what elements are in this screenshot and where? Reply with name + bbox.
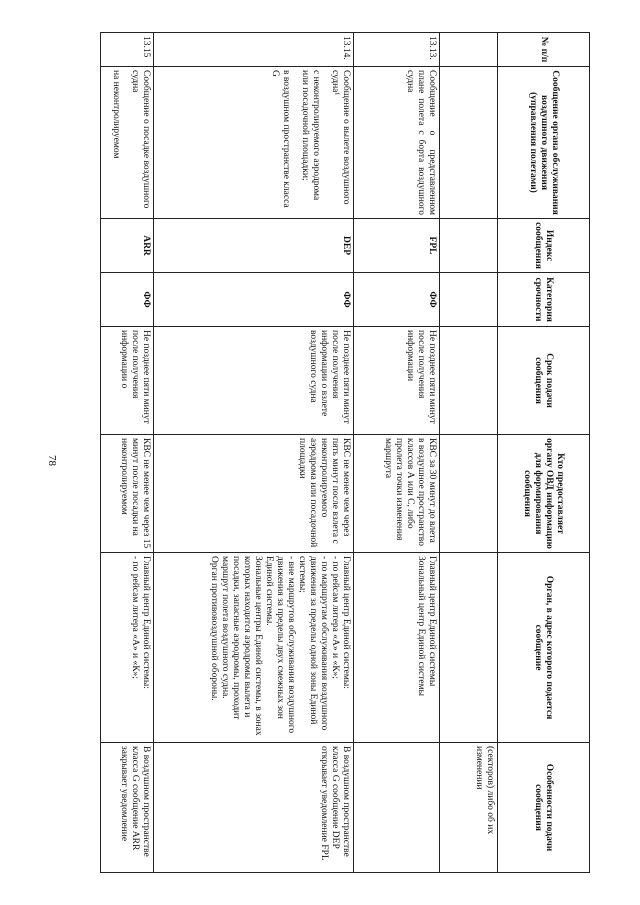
row-message: Сообщение о представленном плане полета с борта воздушного судна	[354, 67, 440, 219]
header-deadline: Срок подачи сообщения	[498, 327, 590, 435]
table-row	[101, 33, 154, 873]
row-features: В воздушном пространстве класса G сообщение DEP открывает уведомление FPL	[154, 743, 354, 873]
row-deadline: Не позднее пяти минут после получения информации о	[101, 327, 154, 435]
header-index: Индекс сообщения	[498, 219, 590, 273]
header-category: Категория срочности	[498, 273, 590, 327]
recipient-line: - вне маршрутов обслуживания воздушного движения за пределы двух смежных зон Единой системы.	[264, 556, 296, 734]
recipient-line: Зональный центр Единой системы	[416, 556, 426, 696]
header-features: Особенности подачи сообщения	[498, 743, 590, 873]
document-table	[100, 32, 590, 872]
table-row	[354, 33, 440, 873]
message-line: Сообщение о посадке воздушного судна	[130, 70, 151, 209]
row-index: FPL	[354, 219, 440, 273]
message-line: в воздушном пространстве класса G	[270, 70, 291, 208]
header-recipient: Орган, в адрес которого подается сообщение	[498, 553, 590, 743]
header-message: Сообщение органа обслуживания воздушного движения (управления полетами)	[498, 67, 590, 219]
recipient-line: - по маршрутам обслуживания воздушного движения за пределы одной зоны Единой системы;	[297, 556, 329, 731]
recipient-line: - по рейсам литера «А» и «К»;	[130, 556, 140, 679]
row-category: ФФ	[101, 273, 154, 327]
header-num: № п/п	[498, 33, 590, 67]
row-features: В воздушном пространстве класса G сообщение ARR закрывает уведомление	[101, 743, 154, 873]
message-line: Сообщение о вылете воздушного судна¹	[330, 70, 351, 205]
row-num: 13.13.	[354, 33, 440, 67]
row-provider: КВС не менее чем через пять минут после взлета с неконтролируемого аэродрома или посадочной площадки	[154, 435, 354, 553]
row-num: 13.14.	[154, 33, 354, 67]
row-recipient	[101, 553, 154, 743]
message-line: с неконтролируемого аэродрома или посадочной площадки;	[300, 70, 321, 201]
row-provider: КВС не менее чем через 15 минут после посадки на неконтролируемом	[101, 435, 154, 553]
recipient-line: - по рейсам литера «А» и «К»;	[330, 556, 340, 679]
row-provider: КВС за 30 минут до влета в воздушное пространство классов А или С, либо пролета точки изменения маршрута	[354, 435, 440, 553]
row-num: 13.15	[101, 33, 154, 67]
header-row	[498, 33, 590, 873]
row-message	[154, 67, 354, 219]
row-deadline: Не позднее пяти минут после получения информации	[354, 327, 440, 435]
row-index: DEP	[154, 219, 354, 273]
row-category: ФФ	[354, 273, 440, 327]
row-recipient	[154, 553, 354, 743]
continuation-features: (секторов) либо об их изменении	[440, 743, 498, 873]
row-category: ФФ	[154, 273, 354, 327]
row-index: ARR	[101, 219, 154, 273]
message-line: на неконтролируемом	[111, 70, 121, 159]
row-message	[101, 67, 154, 219]
row-deadline: Не позднее пяти минут после получения информации о взлете воздушного судна	[154, 327, 354, 435]
recipient-line: Главный центр Единой системы	[427, 556, 437, 687]
recipient-line: Главный центр Единой системы:	[341, 556, 351, 689]
recipient-line: Главный центр Единой системы:	[141, 556, 151, 689]
continuation-row	[440, 33, 498, 873]
page-number: 78	[46, 455, 58, 466]
header-provider: Кто предоставляет органу ОВД информацию для формирования сообщения	[498, 435, 590, 553]
row-features	[354, 743, 440, 873]
row-recipient	[354, 553, 440, 743]
recipient-line: Зональные центры Единой системы, в зонах которых находится аэродромы вылета и посадки, запасные аэродромы, проходит маршрут полета воздушного судна.	[220, 556, 263, 736]
recipient-line: Орган противовоздушной обороны.	[209, 556, 219, 701]
table-row	[154, 33, 354, 873]
